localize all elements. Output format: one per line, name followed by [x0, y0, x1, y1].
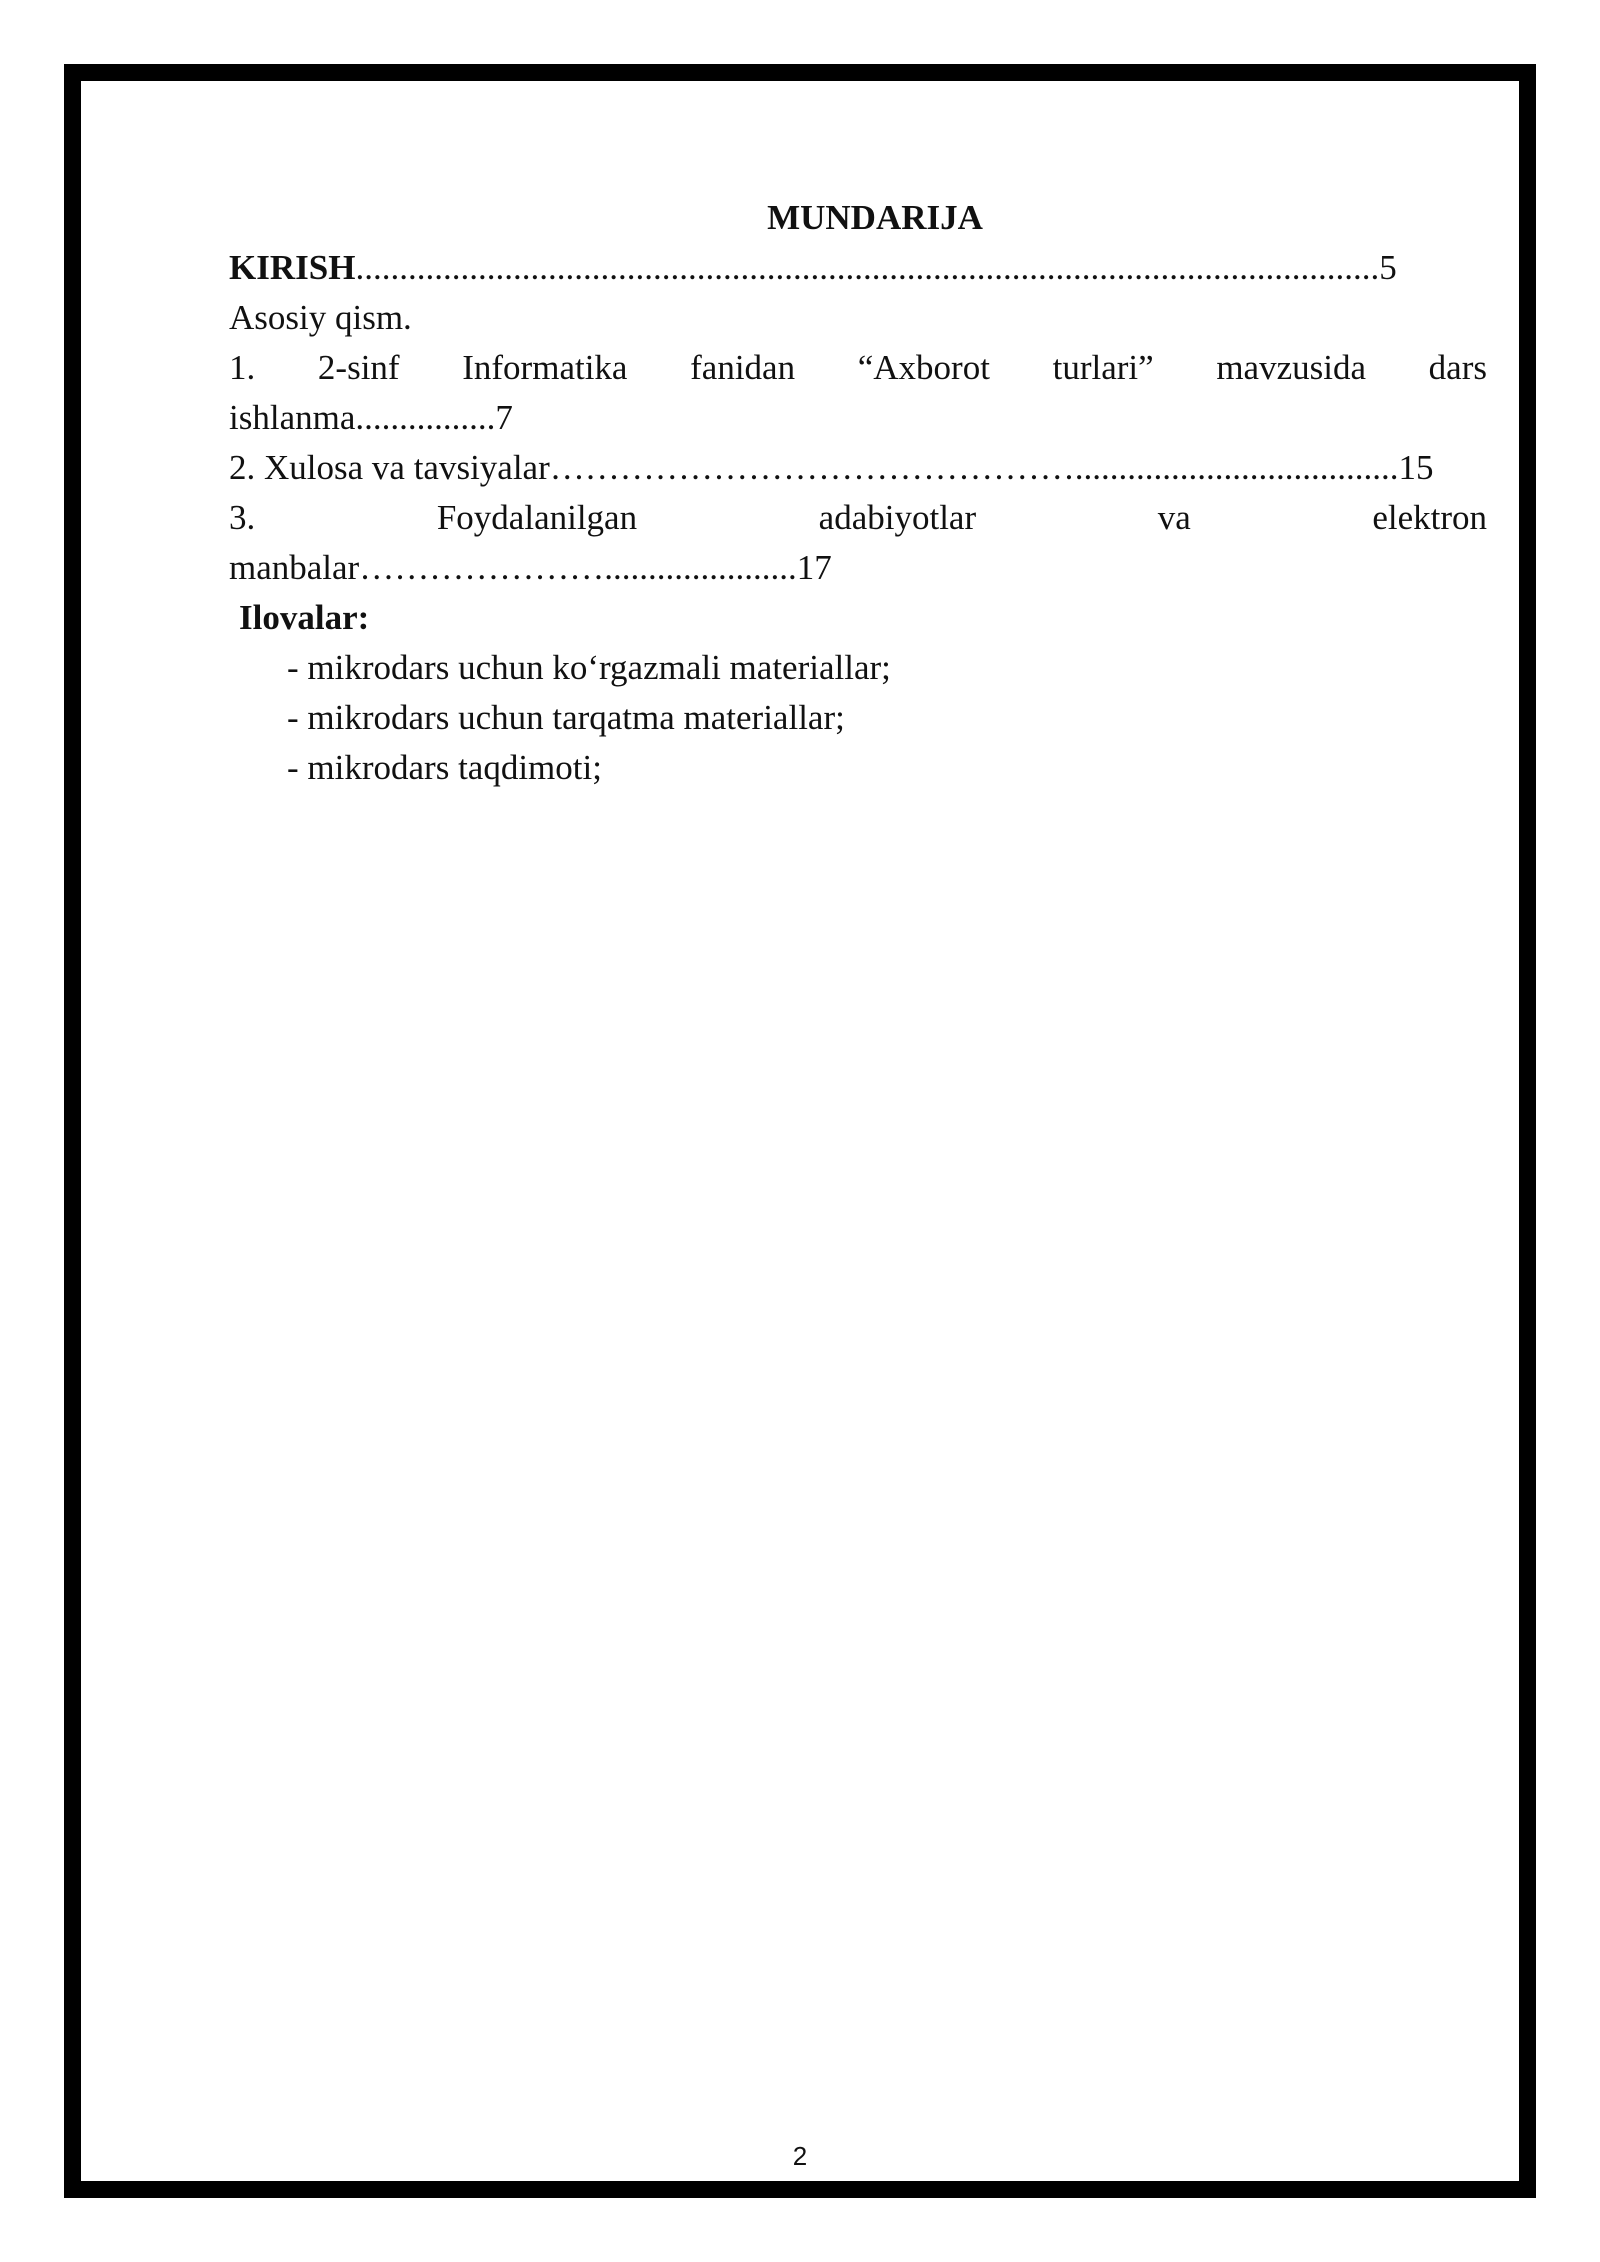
ilovalar-heading: Ilovalar: [239, 598, 370, 637]
toc-entry-3-line2: manbalar…………………......................17 [229, 548, 832, 587]
toc-entry-2: 2. Xulosa va tavsiyalar……………………………………….....................................15 [229, 448, 1434, 487]
ilovalar-item: - mikrodars taqdimoti; [287, 748, 602, 787]
toc-title: MUNDARIJA [767, 198, 983, 237]
page-number: 2 [792, 2141, 808, 2171]
table-of-contents [229, 193, 1487, 793]
ilovalar-item: - mikrodars uchun tarqatma materiallar; [287, 698, 845, 737]
ilovalar-item: - mikrodars uchun ko‘rgazmali materiallar; [287, 648, 891, 687]
toc-entry-kirish [229, 243, 1487, 293]
toc-entry-asosiy: Asosiy qism. [229, 298, 412, 337]
toc-entry-1-line2: ishlanma................7 [229, 398, 513, 437]
toc-entry-1-line1: 1. 2-sinf Informatika fanidan “Axborot turlari” mavzusida dars [229, 348, 1487, 387]
toc-entry-kirish-leader: .....................................................................................................................5 [355, 248, 1397, 287]
toc-entry-kirish-label: KIRISH [229, 248, 356, 287]
toc-entry-3-line1: 3. Foydalanilgan adabiyotlar va elektron [229, 498, 1487, 537]
